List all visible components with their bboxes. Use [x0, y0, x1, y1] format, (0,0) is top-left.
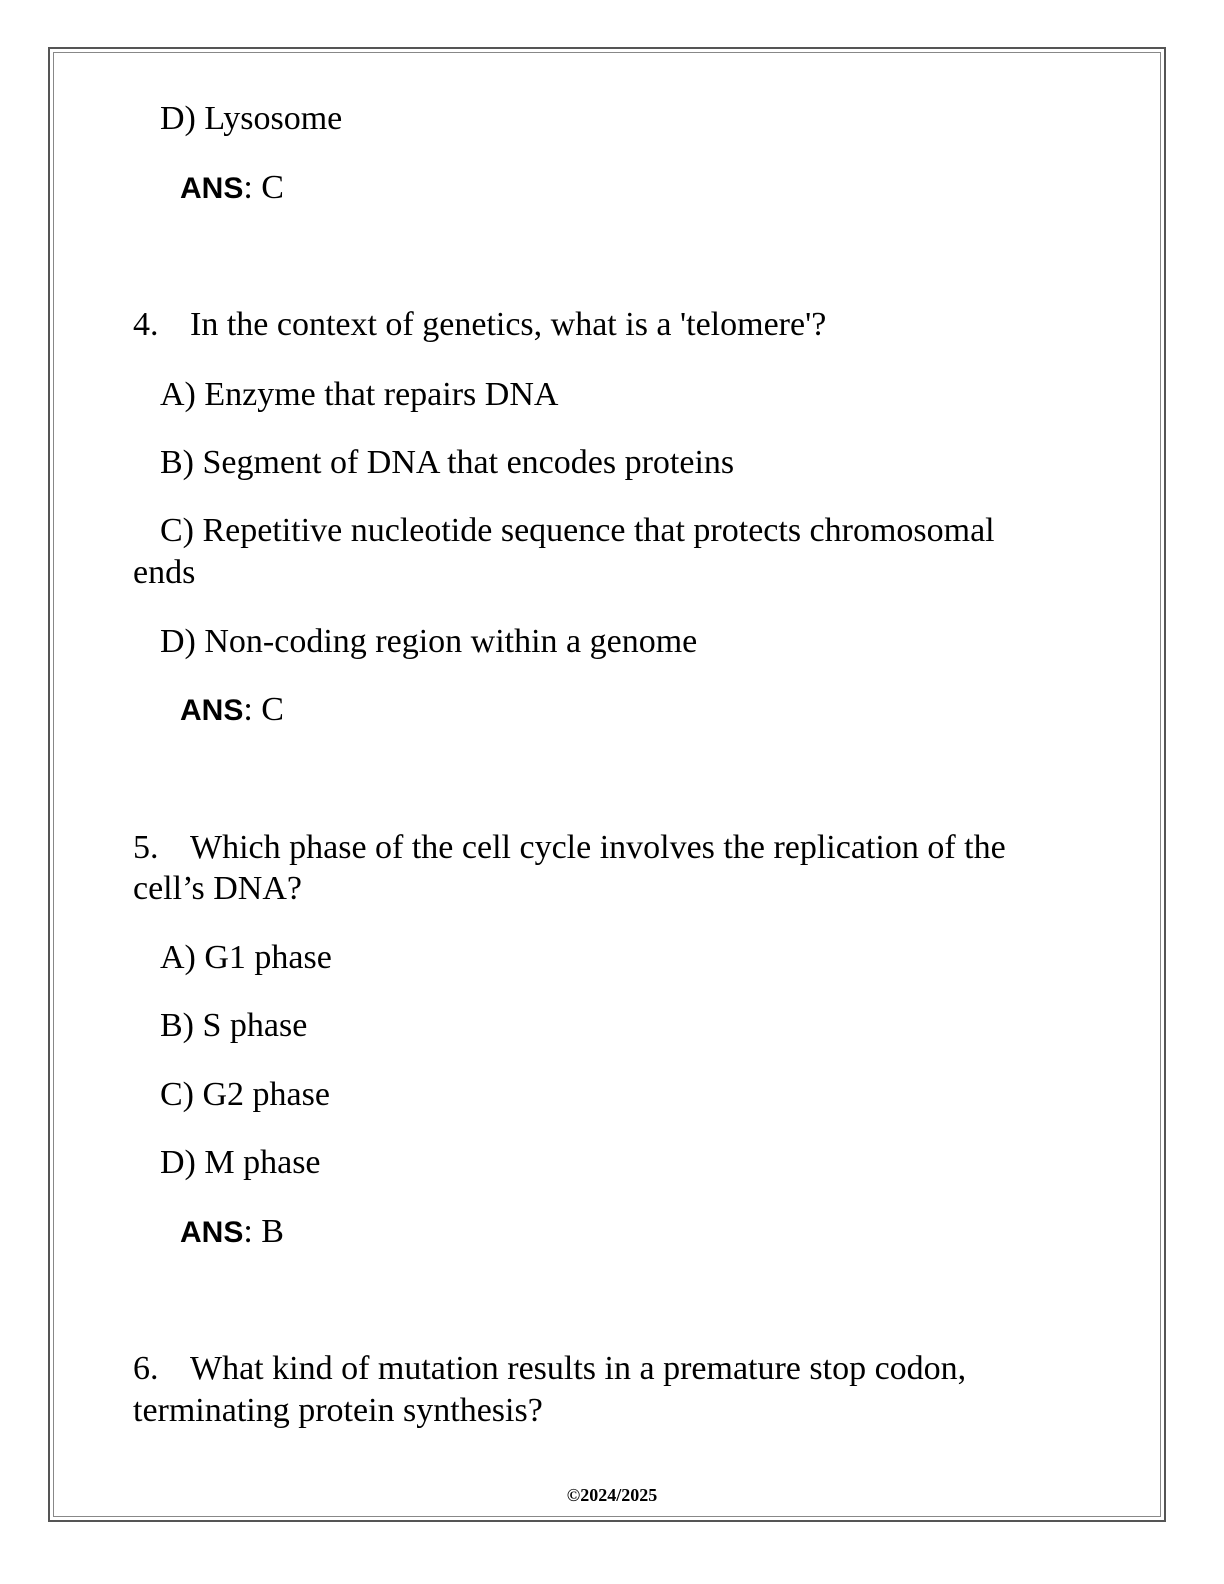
q6-number: 6. — [133, 1350, 159, 1387]
q5-text-line2: cell’s DNA? — [133, 870, 303, 907]
q5-answer-label: ANS — [180, 1216, 244, 1249]
q3-answer-label: ANS — [180, 172, 244, 205]
q4-answer — [180, 689, 284, 731]
q3-answer — [180, 167, 284, 209]
q4-option-c-line2: ends — [133, 554, 196, 591]
q5-text-line1: Which phase of the cell cycle involves the replication of the — [190, 829, 1006, 866]
q3-answer-value: : C — [243, 169, 284, 206]
q4-option-b: B) Segment of DNA that encodes proteins — [160, 444, 735, 481]
q5-answer-value: : B — [243, 1213, 284, 1250]
q4-option-d: D) Non-coding region within a genome — [160, 623, 698, 660]
q5-number: 5. — [133, 829, 159, 866]
q3-option-d: D) Lysosome — [160, 100, 343, 137]
q5-option-a: A) G1 phase — [160, 939, 332, 976]
q5-option-d: D) M phase — [160, 1144, 321, 1181]
q4-option-c-line1: C) Repetitive nucleotide sequence that protects chromosomal — [160, 512, 995, 549]
q4-answer-label: ANS — [180, 694, 244, 727]
q4-number: 4. — [133, 306, 159, 343]
q5-question — [133, 827, 1006, 868]
q4-answer-value: : C — [243, 691, 284, 728]
q6-text-line1: What kind of mutation results in a premature stop codon, — [190, 1350, 967, 1387]
q5-option-b: B) S phase — [160, 1007, 308, 1044]
q4-option-a: A) Enzyme that repairs DNA — [160, 376, 559, 413]
q5-answer — [180, 1211, 284, 1253]
q4-question — [133, 304, 826, 345]
q4-text: In the context of genetics, what is a 'telomere'? — [190, 306, 827, 343]
footer-copyright: ©2024/2025 — [566, 1485, 658, 1505]
q6-text-line2: terminating protein synthesis? — [133, 1392, 543, 1429]
q5-option-c: C) G2 phase — [160, 1076, 330, 1113]
q6-question — [133, 1348, 966, 1389]
page-border-inner — [53, 52, 1161, 1517]
